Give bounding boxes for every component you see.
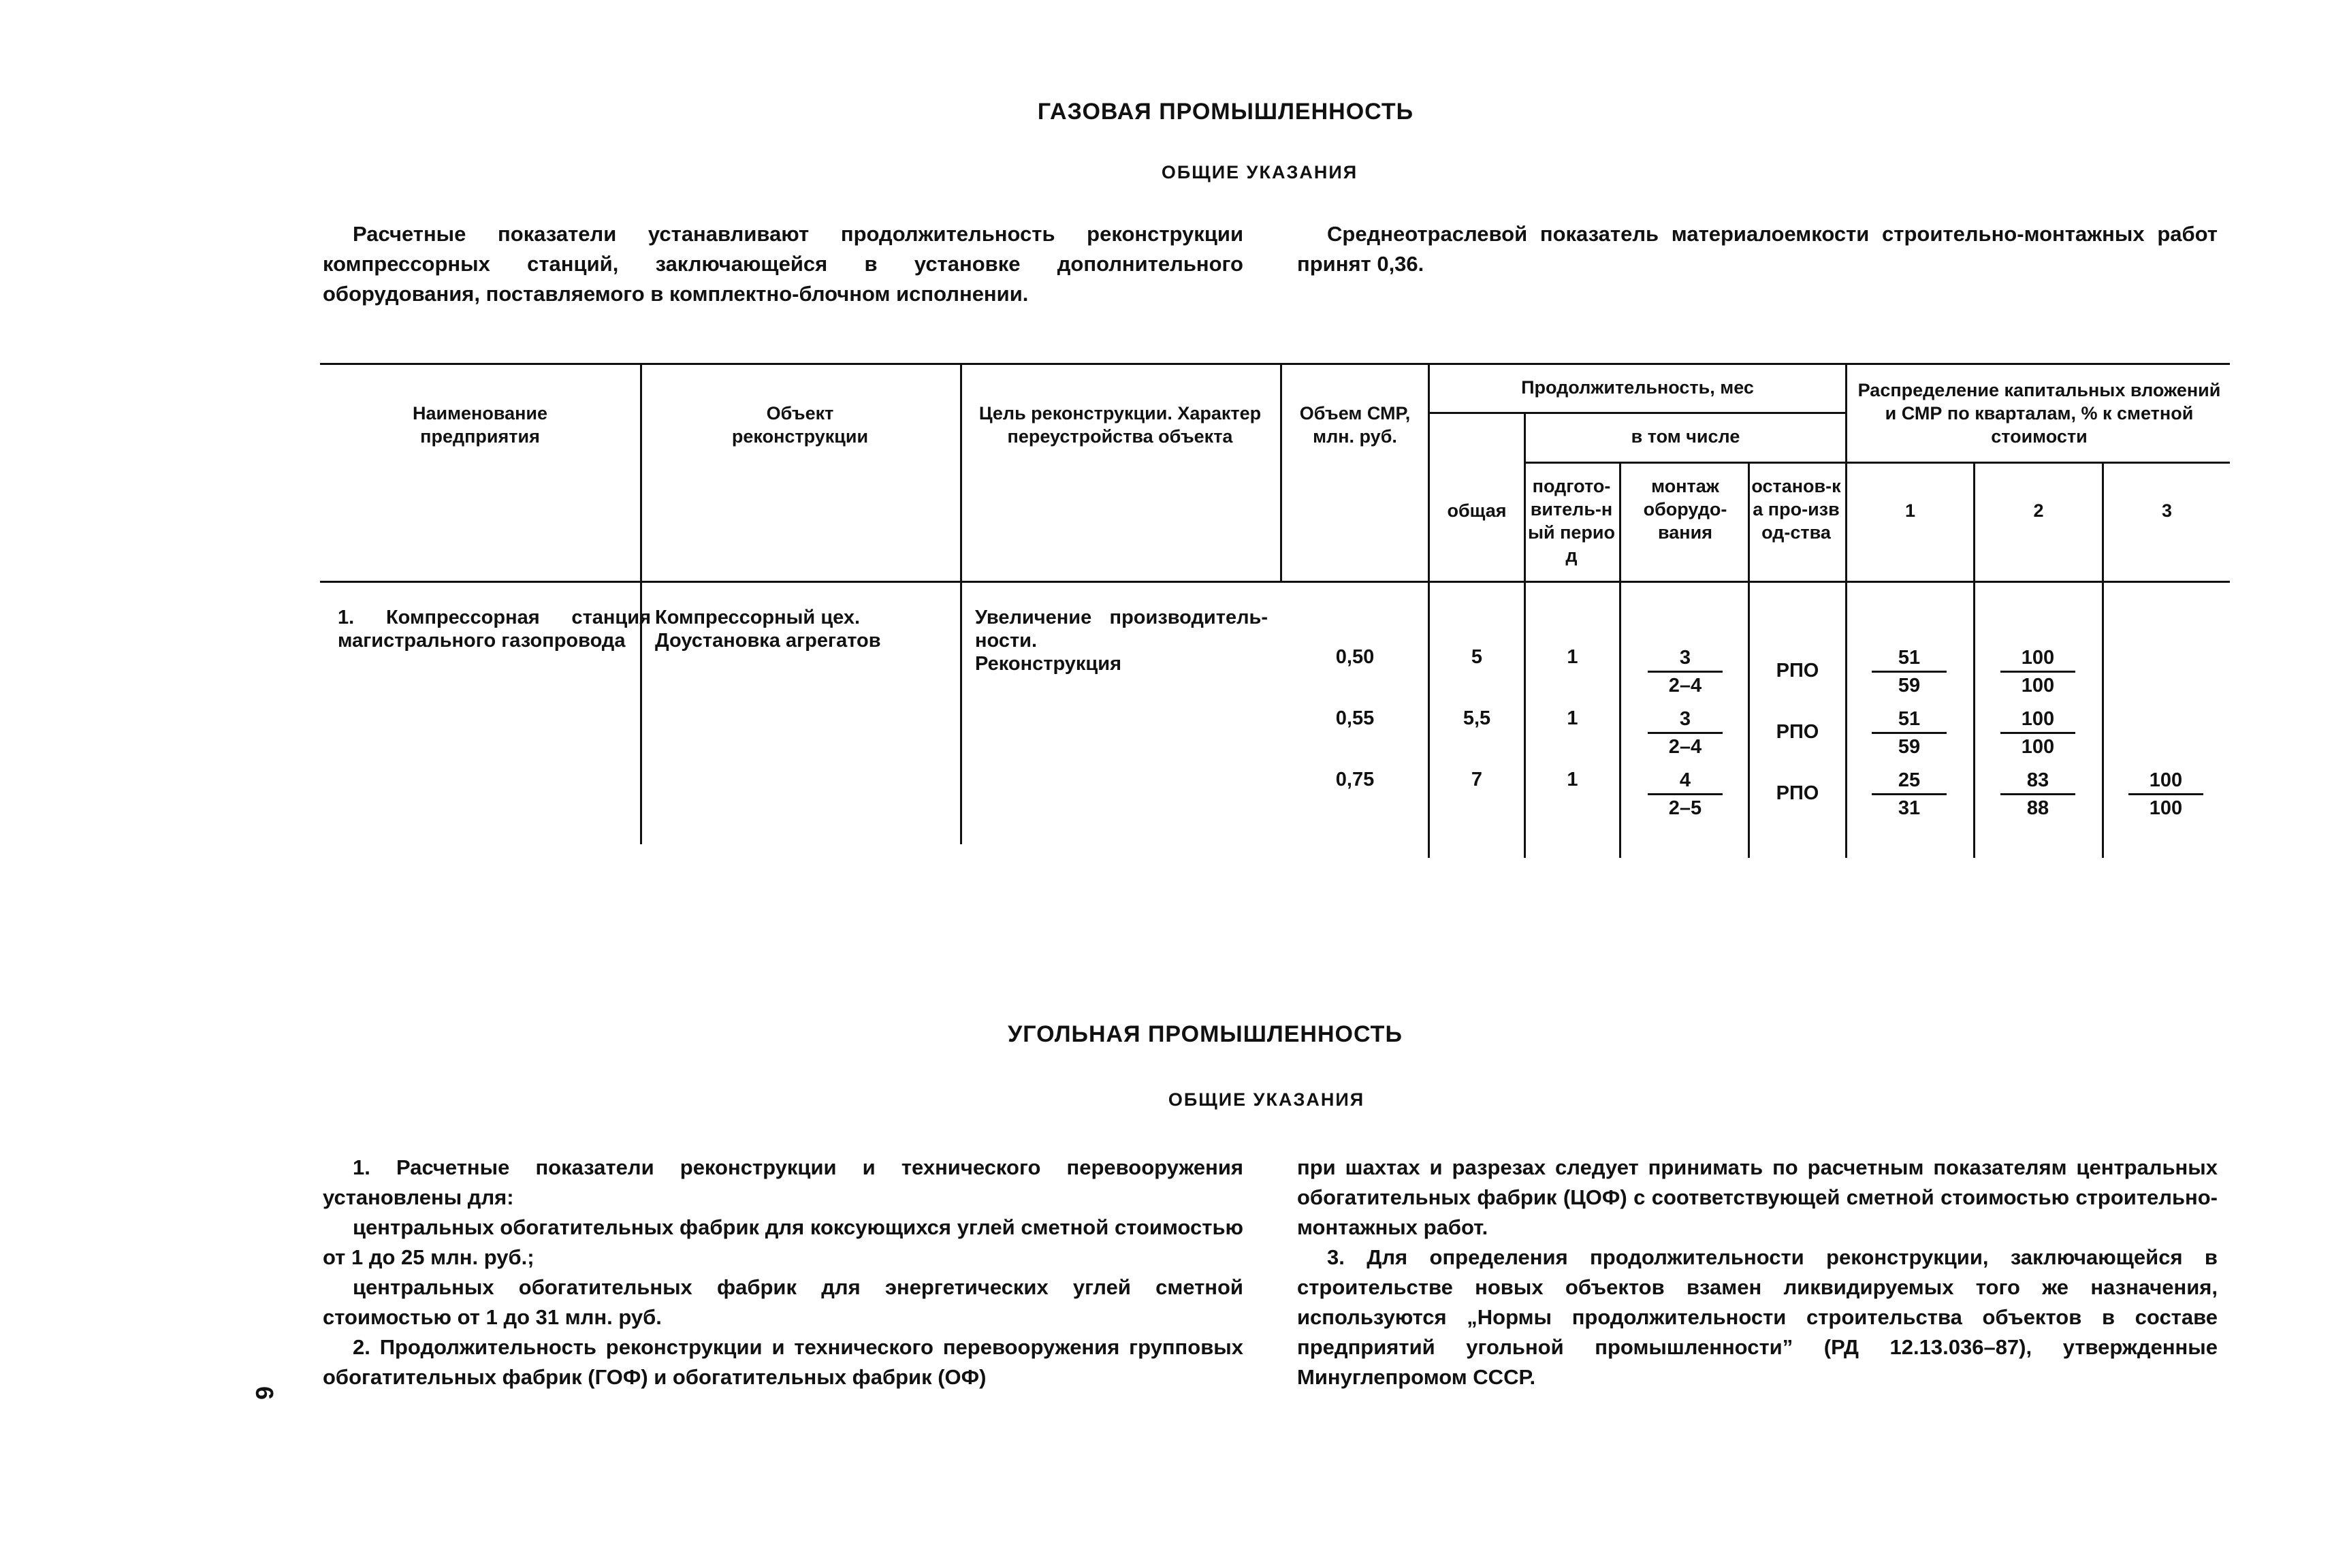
table-col-divider-2 <box>960 363 962 844</box>
table-header-bottom-rule <box>320 581 2230 583</box>
row3-prep: 1 <box>1567 769 1578 790</box>
coal-right-par-2: 3. Для определения продолжительности реконструкции, заключающейся в строительстве новых объектов взамен ликвидируемых того же назначения, используются „Нормы продолжительности строительства объектов в составе предприятий угольной промышленности” (РД 12.13.036–87), утвержденные Минуглепромом СССР. <box>1297 1245 2218 1389</box>
row2-q2-num: 100 <box>2000 707 2075 734</box>
row3-q1-num: 25 <box>1872 768 1947 795</box>
gas-right-paragraph <box>1297 219 2218 279</box>
cell-object: Компрессорный цех. Доустановка агрегатов <box>655 607 881 652</box>
row2-q2-den: 100 <box>2021 736 2055 758</box>
table-col-divider-8 <box>1845 363 1847 858</box>
row3-q2-num: 83 <box>2000 768 2075 795</box>
row1-q1-num: 51 <box>1872 645 1947 673</box>
header-name: Наименование предприятия <box>412 403 548 447</box>
row2-q1-den: 59 <box>1898 736 1921 758</box>
row3-q2-den: 88 <box>2026 797 2049 819</box>
header-q2: 2 <box>2033 500 2044 521</box>
row2-q1-num: 51 <box>1872 707 1947 734</box>
row3-q3-num: 100 <box>2128 768 2203 795</box>
row1-q2-fraction <box>2000 645 2075 698</box>
row1-mount-num: 3 <box>1648 645 1723 673</box>
table-rule-including <box>1524 462 1845 464</box>
table-top-rule <box>320 363 2230 365</box>
header-distribution: Распределение капитальных вложений и СМР по кварталам, % к сметной стоимости <box>1857 380 2221 447</box>
row1-mount-fraction <box>1648 645 1723 698</box>
table-rule-duration <box>1428 412 1845 414</box>
row1-q1-den: 59 <box>1898 675 1921 697</box>
cell-goal-line2: Реконструкция <box>975 653 1121 675</box>
coal-right-par-1: при шахтах и разрезах следует принимать по расчетным показателям центральных обогатительных фабрик (ЦОФ) с соответствующей сметной стоимостью строительно-монтажных работ. <box>1297 1155 2218 1239</box>
row1-volume: 0,50 <box>1335 646 1375 668</box>
row3-mount-den: 2–5 <box>1668 797 1702 819</box>
row3-mount-num: 4 <box>1648 768 1723 795</box>
row3-q1-den: 31 <box>1898 797 1921 819</box>
gas-left-paragraph <box>323 219 1243 309</box>
row3-q2-fraction <box>2000 768 2075 820</box>
table-col-divider-1 <box>640 363 642 844</box>
gas-section-title: ГАЗОВАЯ ПРОМЫШЛЕННОСТЬ <box>1037 99 1414 125</box>
row3-volume: 0,75 <box>1335 769 1375 790</box>
page-number: 6 <box>251 1386 278 1401</box>
row1-q2-den: 100 <box>2021 675 2055 697</box>
row2-total: 5,5 <box>1463 707 1491 729</box>
gas-left-paragraph-text: Расчетные показатели устанавливают продолжительность реконструкции компрессорных станций, заключающейся в установке дополнительного оборудования, поставляемого в комплектно-блочном исполнении. <box>323 222 1243 306</box>
cell-enterprise-name: 1. Компрессорная станция магистрального газопровода <box>338 607 651 652</box>
gas-section-subtitle: ОБЩИЕ УКАЗАНИЯ <box>1161 162 1358 182</box>
header-object: Объект реконструкции <box>731 403 869 447</box>
row1-q2-num: 100 <box>2000 645 2075 673</box>
coal-section-title: УГОЛЬНАЯ ПРОМЫШЛЕННОСТЬ <box>1008 1021 1403 1047</box>
header-stop: останов-ка про-извод-ства <box>1751 476 1841 543</box>
row2-mount-den: 2–4 <box>1668 736 1702 758</box>
header-q3: 3 <box>2161 500 2173 521</box>
row1-prep: 1 <box>1567 646 1578 668</box>
row1-total: 5 <box>1471 646 1483 668</box>
coal-left-par-4: 2. Продолжительность реконструкции и технического перевооружения групповых обогатительных фабрик (ГОФ) и обогатительных фабрик (ОФ) <box>323 1335 1243 1389</box>
header-volume: Объем СМР, млн. руб. <box>1299 403 1411 447</box>
coal-left-par-1: 1. Расчетные показатели реконструкции и технического перевооружения установлены для: <box>323 1155 1243 1209</box>
coal-left-par-3: центральных обогатительных фабрик для энергетических углей сметной стоимостью от 1 до 31 млн. руб. <box>323 1275 1243 1329</box>
header-including: в том числе <box>1631 426 1740 447</box>
row3-q1-fraction <box>1872 768 1947 820</box>
table-col-divider-6 <box>1619 462 1621 858</box>
row2-q1-fraction <box>1872 707 1947 759</box>
row2-q2-fraction <box>2000 707 2075 759</box>
row2-mount-num: 3 <box>1648 707 1723 734</box>
row1-q1-fraction <box>1872 645 1947 698</box>
coal-left-par-2: центральных обогатительных фабрик для коксующихся углей сметной стоимостью от 1 до 25 млн. руб.; <box>323 1215 1243 1269</box>
row3-total: 7 <box>1471 769 1483 790</box>
header-total: общая <box>1447 500 1507 521</box>
cell-goal-line1: Увеличение производитель-ности. <box>975 607 1268 652</box>
row2-mount-fraction <box>1648 707 1723 759</box>
row1-mount-den: 2–4 <box>1668 675 1702 697</box>
row3-q3-fraction <box>2128 768 2203 820</box>
row3-q3-den: 100 <box>2149 797 2183 819</box>
coal-right-column <box>1297 1153 2218 1392</box>
header-mount: монтаж оборудо-вания <box>1643 476 1727 543</box>
row2-prep: 1 <box>1567 707 1578 729</box>
row2-stop: РПО <box>1776 721 1819 743</box>
table-rule-quarters <box>1845 462 2230 464</box>
header-duration: Продолжительность, мес <box>1521 377 1754 398</box>
header-q1: 1 <box>1904 500 1916 521</box>
row1-stop: РПО <box>1776 660 1819 682</box>
coal-left-column <box>323 1153 1243 1392</box>
header-goal: Цель реконструкции. Характер переустройства объекта <box>978 403 1262 447</box>
row3-stop: РПО <box>1776 782 1819 804</box>
row2-volume: 0,55 <box>1335 707 1375 729</box>
gas-right-paragraph-text: Среднеотраслевой показатель материалоемкости строительно-монтажных работ принят 0,36. <box>1297 222 2218 276</box>
row3-mount-fraction <box>1648 768 1723 820</box>
header-prep: подгото-витель-ный период <box>1527 476 1616 566</box>
table-col-divider-3 <box>1280 363 1282 581</box>
coal-section-subtitle: ОБЩИЕ УКАЗАНИЯ <box>1168 1089 1365 1110</box>
